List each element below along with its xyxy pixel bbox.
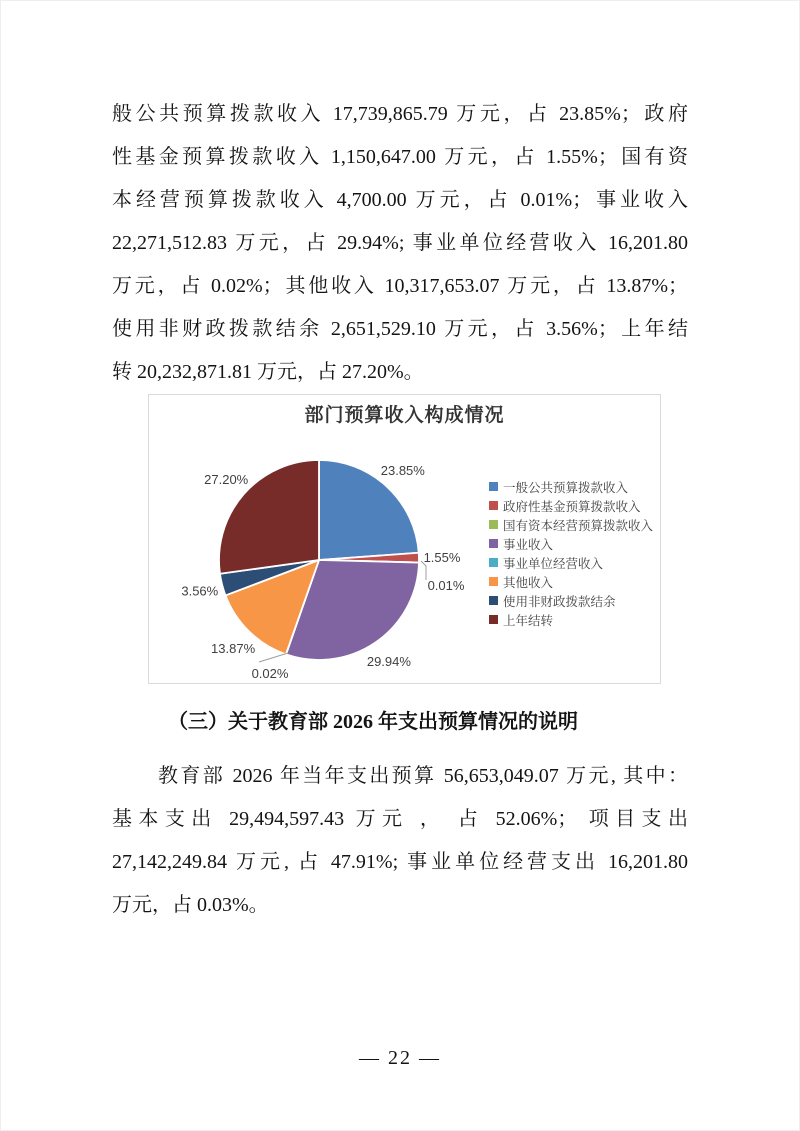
- chart-title: 部门预算收入构成情况: [304, 405, 505, 426]
- text-line: 22,271,512.83 万元，占 29.94%; 事业单位经营收入 16,201.80: [112, 232, 688, 254]
- label-leader-line: [259, 653, 288, 662]
- text-line: 本经营预算拨款收入 4,700.00 万元，占 0.01%；事业收入: [112, 189, 688, 211]
- pie-label: 1.55%: [423, 550, 461, 566]
- legend-label: 政府性基金预算拨款收入: [503, 499, 641, 514]
- legend-label: 其他收入: [503, 575, 554, 590]
- legend-swatch-icon: [489, 520, 498, 529]
- pie-label: 0.02%: [251, 666, 289, 681]
- legend-item: [489, 591, 653, 610]
- pie-label: 29.94%: [366, 654, 411, 670]
- pie-label: 13.87%: [211, 641, 256, 656]
- legend-item: [489, 534, 653, 553]
- legend-swatch-icon: [489, 596, 498, 605]
- legend-item: [489, 477, 653, 496]
- legend-swatch-icon: [489, 558, 498, 567]
- pie-label: 23.85%: [380, 462, 425, 478]
- legend-swatch-icon: [489, 615, 498, 624]
- text-line: 教育部 2026 年当年支出预算 56,653,049.07 万元, 其中：: [158, 765, 688, 787]
- legend-swatch-icon: [489, 501, 498, 510]
- pie-chart-figure: [148, 394, 661, 684]
- pie-label: 3.56%: [181, 583, 219, 599]
- legend-label: 国有资本经营预算拨款收入: [503, 518, 654, 533]
- page-number: — 22 —: [359, 1047, 441, 1069]
- legend-swatch-icon: [489, 539, 498, 548]
- legend-label: 一般公共预算拨款收入: [503, 480, 629, 495]
- legend-item: [489, 572, 653, 591]
- text-line: 使用非财政拨款结余 2,651,529.10 万元，占 3.56%；上年结: [112, 318, 688, 340]
- text-line: 万元，占 0.03%。: [112, 894, 269, 916]
- legend-label: 使用非财政拨款结余: [503, 594, 616, 609]
- legend-swatch-icon: [489, 577, 498, 586]
- paragraph-income-breakdown: [112, 93, 688, 394]
- legend-label: 事业单位经营收入: [503, 556, 604, 571]
- legend-item: [489, 515, 653, 534]
- legend-item: [489, 553, 653, 572]
- pie-label: 27.20%: [204, 472, 249, 488]
- text-line: 转 20,232,871.81 万元，占 27.20%。: [112, 361, 424, 383]
- paragraph-expenditure: [112, 755, 688, 927]
- legend-label: 事业收入: [503, 537, 554, 552]
- text-line: 基本支出 29,494,597.43 万元 ， 占 52.06%； 项目支出: [112, 808, 688, 830]
- legend-item: [489, 610, 653, 629]
- legend-label: 上年结转: [503, 613, 554, 628]
- legend-item: [489, 496, 653, 515]
- pie-label: 0.01%: [427, 578, 465, 593]
- text-line: 27,142,249.84 万元, 占 47.91%; 事业单位经营支出 16,201.80: [112, 851, 688, 873]
- chart-legend: [489, 477, 653, 629]
- text-line: 性基金预算拨款收入 1,150,647.00 万元，占 1.55%；国有资: [112, 146, 688, 168]
- text-line: 万元，占 0.02%；其他收入 10,317,653.07 万元，占 13.87%；: [112, 275, 688, 297]
- legend-swatch-icon: [489, 482, 498, 491]
- section-heading: （三）关于教育部 2026 年支出预算情况的说明: [168, 711, 578, 733]
- text-line: 般公共预算拨款收入 17,739,865.79 万元，占 23.85%；政府: [112, 103, 688, 125]
